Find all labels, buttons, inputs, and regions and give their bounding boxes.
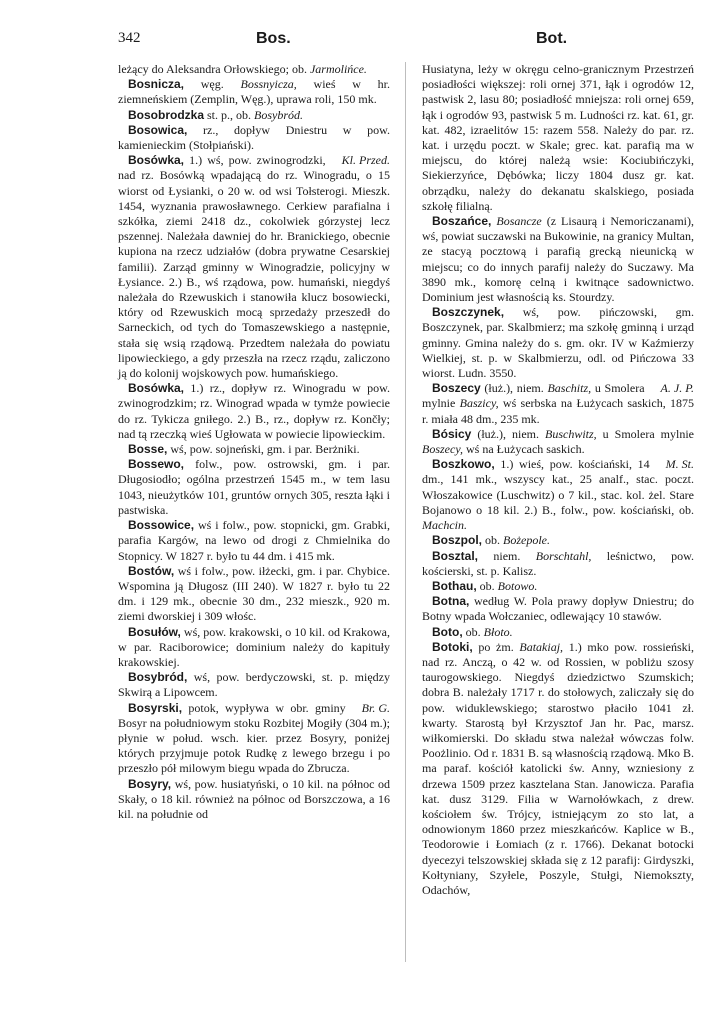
right-running-headword: Bot.	[536, 30, 568, 47]
entry-headword: Bosnicza,	[128, 77, 185, 92]
dictionary-entry	[118, 625, 390, 671]
entry-text: wś i folw., pow. stopnicki, gm. Grabki, parafia Kargów, na lewo od drogi z Chmielnika do Stopnicy. W 1827 r. było tu 44 dm. i 415 mk.	[118, 518, 390, 563]
page-header	[118, 30, 682, 52]
entry-text: wś, pow. sojneński, gm. i par. Berżniki.	[167, 442, 360, 457]
dictionary-entry	[118, 381, 390, 442]
entry-italic-text: Baschitz,	[547, 381, 592, 396]
dictionary-entry	[118, 153, 390, 381]
entry-text: (łuż.), niem.	[471, 426, 545, 441]
entry-italic-text: Błoto.	[483, 624, 513, 639]
dictionary-entry	[422, 579, 694, 594]
entry-text: wś na Łużycach saskich.	[463, 442, 585, 457]
entry-text: po żm.	[472, 639, 520, 654]
entry-text: wś, pow. husiatyński, o 10 kil. na północ od Skały, o 18 kil. również na północ od Borszczowa, a 16 kil. na południe od	[118, 776, 390, 821]
entry-headword: Bossewo,	[128, 457, 185, 472]
entry-headword: Boszczynek,	[432, 305, 505, 320]
entry-headword: Bósicy	[432, 426, 472, 441]
entry-text: folw., pow. ostrowski, gm. i par. Długosiodło; ogólna przestrzeń 1545 m., w tem lasu 1043, nieużytków 101, gruntów ornych 305, reszta łąki i pastwiska.	[118, 457, 390, 517]
dictionary-entry	[422, 305, 694, 381]
entry-signature: M. St.	[665, 457, 694, 472]
left-running-headword: Bos.	[256, 30, 291, 47]
entry-text: węg.	[184, 77, 241, 92]
dictionary-entry	[422, 457, 694, 533]
column-divider	[405, 62, 406, 962]
entry-text: 1.) wś, pow. zwinogrodzki, nad rz. Bosówką wpadającą do rz. Winogradu, o 15 wiorst od Łysianki, o 20 w. od wsi Tołsterogi. Mieszk. 1454, wyznania prawosławnego. Cerkiew parafialna i szkółka, ziemi 2418 dz., cokolwiek górzystej lecz pszennej. Należała dawniej do hr. Branickiego, obecnie kupiona na rzecz udziałów (dobra prywatne Cesarskiej familii). Zarząd gminny w Winogradzie, policyjny w Łysiance. 2.) B., wś rządowa, pow. humański, niegdyś należała do Rzewuskich i stanowiła klucz bosowiecki, który od Rzewuskich mocą sprzedaży przeszedł do Sarneckich, od tych do Tomaszewskiego a następnie, stała się wsią rządową. Przedtem należała do powiatu lipowieckiego, a gdy przeszła na rzecz rządu, zaliczono ją do kolonij wojskowych pow. humańskiego.	[118, 153, 390, 381]
entry-text: wś serbska na Łużycach saskich, 1875 r. miała 48 dm., 235 mk.	[422, 396, 694, 426]
entry-headword: Bossowice,	[128, 518, 195, 533]
dictionary-entry	[118, 564, 390, 625]
entry-italic-text: Buschwitz,	[545, 426, 597, 441]
entry-headword: Bosse,	[128, 442, 168, 457]
entry-headword: Bosobrodzka	[128, 107, 205, 122]
entry-headword: Bothau,	[432, 578, 477, 593]
entry-text: leśnictwo, pow. kościerski, st. p. Kalisz.	[422, 548, 694, 578]
entry-text: wś, pow. pińczowski, gm. Boszczynek, par. Skalbmierz; ma szkołę gminną i urząd gminny. Gmina należy do s. gm. okr. IV w Kaźmierzy Wielkiej, st. p. w Skalbmierzu, odl. od Pińczowa 33 wiorst. Ludn. 3550.	[422, 305, 694, 381]
dictionary-entry	[118, 670, 390, 700]
entry-text: 1.) wieś, pow. kościański, 14 dm., 141 mk., wszyscy kat., 25 analf., stac. poczt. Włoszakowice (Luschwitz) o 7 kil., stac. kol. żel. Stare Bojanowo o 18 kil. 2.) B., folw., pow. kościański, ob.	[422, 457, 694, 517]
entry-signature: Br. G.	[361, 700, 390, 715]
dictionary-entry	[422, 214, 694, 305]
dictionary-entry	[422, 625, 694, 640]
entry-headword: Bosztal,	[432, 548, 479, 563]
entry-text: wś, pow. krakowski, o 10 kil. od Krakowa, w par. Raciborowice; dominium należy do kapituły krakowskiej.	[118, 624, 390, 669]
entry-italic-text: Baszicy,	[459, 396, 499, 411]
entry-headword: Boszpol,	[432, 533, 482, 548]
dictionary-entry	[422, 533, 694, 548]
entry-text: wś, pow. berdyczowski, st. p. między Skwirą a Lipowcem.	[118, 670, 390, 700]
entry-headword: Bosybród,	[128, 670, 188, 685]
entry-headword: Bosówka,	[128, 381, 185, 396]
entry-headword: Bosyrski,	[128, 700, 183, 715]
entry-text: 1.) rz., dopływ rz. Winogradu w pow. zwinogrodzkim; rz. Winograd wpada w tymże powiecie do rz. Tykicza gniłego. 2.) B., rz., dopływ rz. Končły; nad tą rzeczką wieś Ugłowata w powiecie lipowieckim.	[118, 381, 390, 441]
entry-headword: Botoki,	[432, 639, 473, 654]
dictionary-entry	[118, 701, 390, 777]
dictionary-entry	[422, 594, 694, 624]
entry-text: leżący do Aleksandra Orłowskiego; ob.	[118, 62, 310, 76]
entry-headword: Boto,	[432, 624, 463, 639]
entry-text: 1.) mko pow. rossieński, nad rz. Anczą, o 42 w. od Rossien, w pobliżu szosy taurogowskiego. Niegdyś dziedzictwo Szumskich; dobra B. należały 1717 r. do stołowych, zaliczały się do pow. widuklewskiego; starostwo płaciło 1041 zł. kwarty. Starostą był Krzysztof Jan hr. Pac, marsz. wiłkomierski. Do składu stwa należał wówczas folw. Poożlinio. Od r. 1831 B. są własnością rządową. Mko B. ma paraf. kościół katolicki św. Anny, wzniesiony z drzewa 1509 przez kasztelana Stan. Janowicza. Parafia kat. dusz 3129. Filia w Warnołówkach, z drew. kościołem św. Trójcy, istniejącym zo sto lat, a odnowionym 1860 przez mieszkańców. Kaplice w B., Teodorowie i Łomiach (z r. 1766). Dekanat botocki dyecezyi telszowskiej składa się z 12 parafij: Girdyszki, Kołtyniany, Szyłele, Poszyle, Stułgi, Niemokszty, Odachów,	[422, 639, 694, 897]
entry-headword: Bostów,	[128, 563, 175, 578]
dictionary-entry	[118, 518, 390, 564]
entry-italic-text: Bosybród.	[254, 107, 304, 122]
entry-text: (z Lisaurą i Nemoriczanami), wś, powiat suczawski na Bukowinie, na granicy Multan, ze stacyą pocztową i parafią grecką nieunicką w miejscu; co do innych parafij należy do Suczawy. Ma 3890 mk., komorę celną i kwitnące sadownictwo. Dominium jest własnością ks. Stourdzy.	[422, 214, 695, 305]
right-column	[422, 62, 694, 898]
entry-text: wieś w hr. ziemneńskiem (Zemplin, Węg.), uprawa roli, 150 mk.	[118, 77, 391, 107]
entry-text: ob.	[462, 624, 484, 639]
entry-signature: Kl. Przed.	[341, 153, 390, 168]
entry-text: według W. Pola prawy dopływ Dniestru; do Botny wpada Wołczaniec, odlewający 10 stawów.	[422, 594, 694, 624]
entry-italic-text: Jarmolińce.	[309, 62, 367, 76]
entry-italic-text: Batakiaj,	[519, 639, 564, 654]
entry-text: u Smolera mylnie	[422, 381, 645, 411]
dictionary-entry	[422, 427, 694, 457]
dictionary-entry	[118, 777, 390, 823]
entry-text: u Smolera mylnie	[596, 426, 694, 441]
entry-text: wś i folw., pow. iłżecki, gm. i par. Chybice. Wspomina ją Długosz (III 240). W 1827 r. było tu 22 dm. i 129 mk., obecnie 30 dm., 232 mieszk., 920 m. ziemi dworskiej i 309 włośc.	[118, 563, 390, 624]
entry-italic-text: Botowo.	[497, 578, 538, 593]
dictionary-entry	[422, 640, 694, 898]
entry-headword: Botna,	[432, 594, 470, 609]
dictionary-entry	[422, 381, 694, 427]
entry-italic-text: Bossnyicza,	[240, 77, 297, 92]
entry-headword: Boszańce,	[432, 214, 492, 229]
dictionary-entry	[118, 442, 390, 457]
entry-italic-text: Bożepole.	[503, 533, 550, 548]
entry-italic-text: Boszecy,	[422, 442, 463, 457]
page-number: 342	[118, 30, 141, 46]
entry-text: ob.	[476, 578, 498, 593]
dictionary-entry	[118, 77, 390, 107]
entry-headword: Boszkowo,	[432, 457, 495, 472]
entry-headword: Boszecy	[432, 381, 481, 396]
entry-text: st. p., ob.	[204, 107, 255, 122]
dictionary-entry	[422, 549, 694, 579]
entry-italic-text: Borschtahl,	[535, 548, 592, 563]
entry-text: (łuż.), niem.	[480, 381, 548, 396]
entry-text: niem.	[478, 548, 536, 563]
entry-text: potok, wypływa w obr. gminy Bosyr na południowym stoku Rozbitej Mogiły (304 m.); płynie w połud. wsch. kier. przez Bosyry, poniżej których przyjmuje potok Rudkę z lewego brzegu i po przeszło pół milowym biegu wpada do Zbrucza.	[118, 700, 390, 776]
dictionary-entry	[118, 108, 390, 123]
entry-italic-text: Machcin.	[422, 518, 467, 533]
entry-headword: Bosowica,	[128, 122, 188, 137]
entry-text: rz., dopływ Dniestru w pow. kamienieckim (Stołpiański).	[118, 122, 390, 153]
entry-text: Husiatyna, leży w okręgu celno-granicznym Przestrzeń posiadłości większej: roli ornej 371, łąk i ogrodów 12, pastwisk 2, lasu 80; posiadłość mniejsza: roli ornej 659, łąk i ogrodów 93, pastwisk 5 m. Ludności rz. kat. 61, gr. kat. 482, izraelitów 15: razem 558. Należy do par. rz. kat. i urzędu poczt. w Skale; grec. kat. parafią ma w miejscu, do której należą wsie: Kociubińczyki, Siekierzyńce, Dębówka; liczy 1804 dusz gr. kat. obrządku, należy do dekanatu skalskiego, posiada szkołę filialną.	[422, 62, 694, 213]
entry-headword: Bosówka,	[128, 153, 185, 168]
entry-signature: A. J. P.	[660, 381, 694, 396]
left-column	[118, 62, 390, 822]
entry-text: ob.	[482, 533, 503, 548]
dictionary-entry	[422, 62, 694, 214]
dictionary-entry	[118, 457, 390, 518]
dictionary-entry	[118, 123, 390, 153]
entry-italic-text: Bosancze	[496, 214, 542, 229]
dictionary-entry	[118, 62, 390, 77]
entry-headword: Bosyry,	[128, 776, 172, 791]
entry-headword: Bosułów,	[128, 624, 181, 639]
